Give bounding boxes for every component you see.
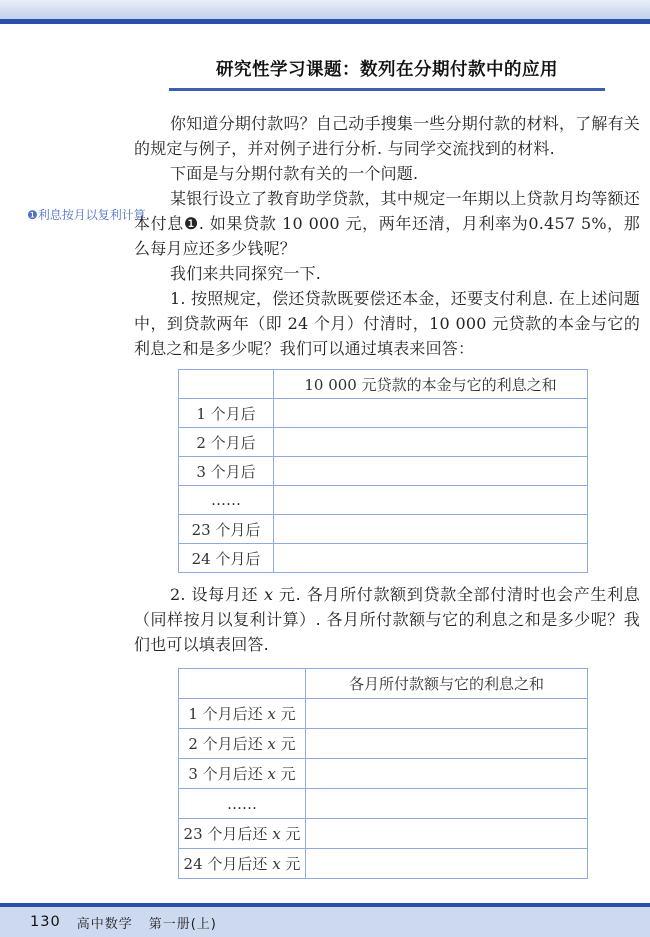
table-row: [179, 457, 588, 486]
table-header-cell: [179, 669, 306, 699]
fill-in-cell: [274, 457, 588, 486]
table-row: [179, 544, 588, 573]
fill-in-cell: [274, 544, 588, 573]
table-row: [179, 729, 588, 759]
table-header-cell: [179, 370, 274, 399]
fill-in-cell: [274, 399, 588, 428]
book-volume: 第一册(上): [148, 916, 217, 932]
fill-in-cell: [306, 849, 588, 879]
table-row: [179, 486, 588, 515]
row-label-cell: 3 个月后还 x 元: [179, 759, 306, 789]
table-header-cell: 10 000 元贷款的本金与它的利息之和: [274, 370, 588, 399]
margin-footnote: ❶利息按月以复利计算.: [27, 208, 150, 222]
row-label-cell: 24 个月后还 x 元: [179, 849, 306, 879]
table-row: [179, 515, 588, 544]
fill-in-cell: [306, 759, 588, 789]
footer: [0, 903, 650, 937]
table-header-row: [179, 370, 588, 399]
fill-in-cell: [306, 729, 588, 759]
table-row: [179, 789, 588, 819]
row-label-cell: 1 个月后还 x 元: [179, 699, 306, 729]
row-label-cell: ……: [179, 789, 306, 819]
page-number: 130: [30, 914, 61, 930]
table-row: [179, 819, 588, 849]
fill-in-cell: [306, 789, 588, 819]
table-header-row: [179, 669, 588, 699]
paragraph-step1: 1. 按照规定，偿还贷款既要偿还本金，还要支付利息. 在上述问题中，到贷款两年（即 24 个月）付清时，10 000 元贷款的本金与它的利息之和是多少呢？我们可以通过填表来回答：: [134, 289, 641, 358]
fill-in-cell: [306, 699, 588, 729]
paragraph-lead-in: 下面是与分期付款有关的一个问题.: [170, 164, 419, 183]
fill-in-cell: [274, 515, 588, 544]
row-label-cell: 2 个月后: [179, 428, 274, 457]
table-row: [179, 399, 588, 428]
row-label-cell: 1 个月后: [179, 399, 274, 428]
table-row: [179, 699, 588, 729]
row-label-cell: 2 个月后还 x 元: [179, 729, 306, 759]
fill-in-cell: [274, 428, 588, 457]
row-label-cell: 23 个月后: [179, 515, 274, 544]
paragraph-intro: 你知道分期付款吗？自己动手搜集一些分期付款的材料，了解有关的规定与例子，并对例子进行分析. 与同学交流找到的材料.: [134, 114, 640, 158]
paragraph-step2: 2. 设每月还 x 元. 各月所付款额到贷款全部付清时也会产生利息（同样按月以复利计算）. 各月所付款额与它的利息之和是多少呢？我们也可以填表回答.: [134, 585, 640, 654]
fill-in-cell: [306, 819, 588, 849]
book-title: 高中数学: [76, 916, 133, 932]
paragraph-problem: 某银行设立了教育助学贷款，其中规定一年期以上贷款月均等额还本付息❶. 如果贷款 10 000 元，两年还清，月利率为0.457 5%，那么每月应还多少钱呢？: [134, 189, 640, 258]
table-row: [179, 849, 588, 879]
top-decorative-band: [0, 0, 650, 24]
row-label-cell: 3 个月后: [179, 457, 274, 486]
paragraph-explore: 我们来共同探究一下.: [170, 264, 322, 283]
loan-principal-interest-table: [178, 369, 588, 573]
payment-interest-table: [178, 668, 588, 879]
table-row: [179, 428, 588, 457]
row-label-cell: 23 个月后还 x 元: [179, 819, 306, 849]
page-title: 研究性学习课题：数列在分期付款中的应用: [169, 56, 605, 91]
row-label-cell: 24 个月后: [179, 544, 274, 573]
table-header-cell: 各月所付款额与它的利息之和: [306, 669, 588, 699]
content-column: [134, 56, 640, 879]
table-row: [179, 759, 588, 789]
fill-in-cell: [274, 486, 588, 515]
row-label-cell: ……: [179, 486, 274, 515]
